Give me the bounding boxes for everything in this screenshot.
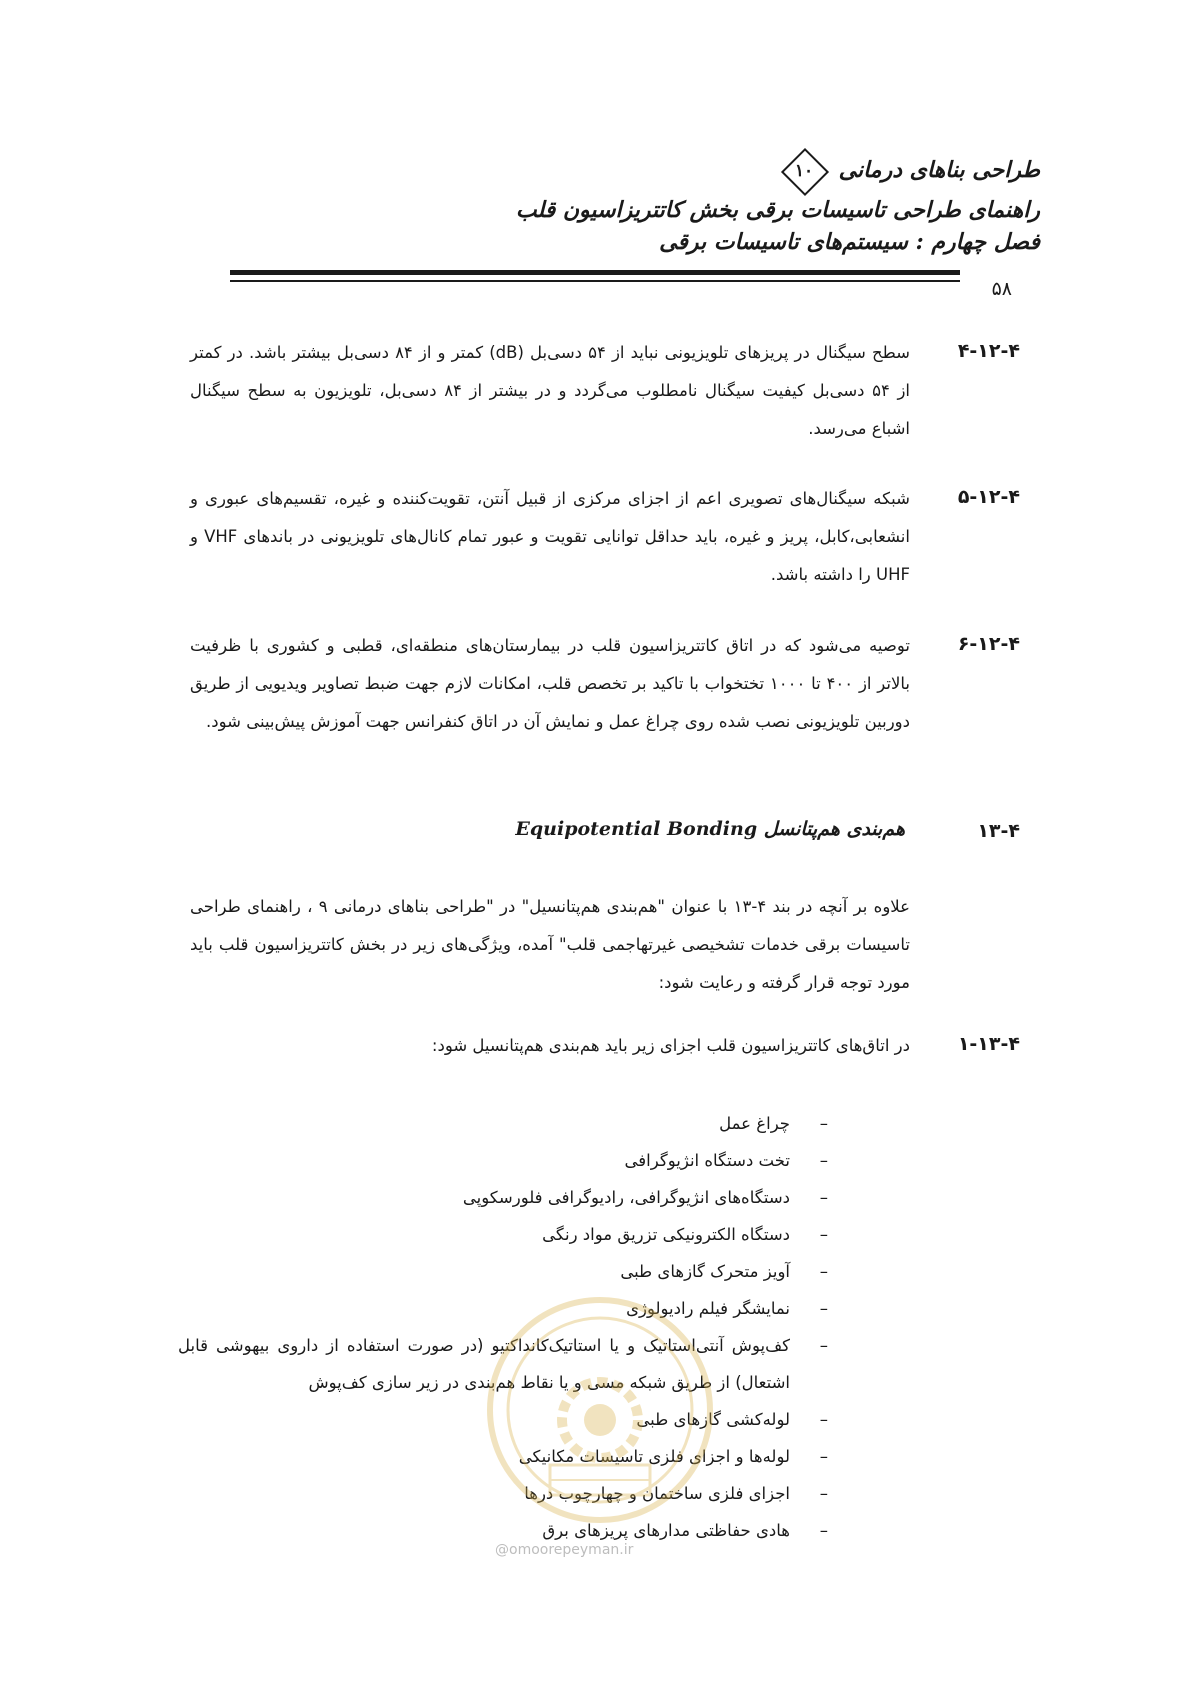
list-dash: – <box>819 1447 828 1466</box>
list-dash: – <box>819 1521 828 1540</box>
header-rule-thick <box>230 270 960 275</box>
subclause-text: در اتاق‌های کاتتریزاسیون قلب اجزای زیر باید هم‌بندی هم‌پتانسیل شود: <box>431 1036 910 1055</box>
series-title-line <box>516 148 1040 194</box>
section-intro: علاوه بر آنچه در بند ۴-۱۳ با عنوان "هم‌بندی هم‌پتانسیل" در "طراحی بناهای درمانی ۹ ، راهنمای طراحی تاسیسات برقی خدمات تشخیصی غیرتهاجمی قلب" آمده، ویژگی‌های زیر در بخش کاتتریزاسیون قلب باید مورد توجه قرار گرفته و رعایت شود: <box>190 897 910 992</box>
header-rule-thin <box>230 280 960 282</box>
list-dash: – <box>819 1410 828 1429</box>
watermark-logo-icon <box>480 1290 720 1530</box>
list-dash: – <box>819 1225 828 1244</box>
list-dash: – <box>819 1484 828 1503</box>
list-item: – هادی حفاظتی مدارهای پریزهای برق <box>178 1512 828 1549</box>
subclause-number: ۱-۱۳-۴ <box>957 1033 1020 1055</box>
list-item: – نمایشگر فیلم رادیولوژی <box>178 1290 828 1327</box>
clause-text: شبکه سیگنال‌های تصویری اعم از اجزای مرکزی از قبیل آنتن، تقویت‌کننده و غیره، تقسیم‌های عبوری و انشعابی،کابل، پریز و غیره، باید حداقل توانایی تقویت و عبور تمام کانال‌های تلویزیونی در باندهای VHF و UHF را داشته باشد. <box>190 489 910 584</box>
watermark-text: @omoorepeyman.ir <box>495 1542 634 1558</box>
page-header <box>516 148 1040 258</box>
list-item: – دستگاه‌های انژیوگرافی، رادیوگرافی فلورسکوپی <box>178 1179 828 1216</box>
list-item: – تخت دستگاه انژیوگرافی <box>178 1142 828 1179</box>
list-item: – دستگاه الکترونیکی تزریق مواد رنگی <box>178 1216 828 1253</box>
section-title-fa: هم‌بندی هم‌پتانسل <box>763 818 905 840</box>
series-title: طراحی بناهای درمانی <box>838 157 1040 183</box>
list-dash: – <box>819 1114 828 1133</box>
list-item: – چراغ عمل <box>178 1105 828 1142</box>
list-item: – لوله‌ها و اجزای فلزی تاسیسات مکانیکی <box>178 1438 828 1475</box>
list-item: – لوله‌کشی گازهای طبی <box>178 1401 828 1438</box>
list-dash: – <box>819 1299 828 1318</box>
series-number: ۱۰ <box>794 161 814 181</box>
list-item: – اجزای فلزی ساختمان و چهارچوب درها <box>178 1475 828 1512</box>
list-dash: – <box>819 1262 828 1281</box>
series-number-badge <box>781 148 827 194</box>
clause-number: ۵-۱۲-۴ <box>957 486 1020 508</box>
list-item: – کف‌پوش آنتی‌استاتیک و یا استاتیک‌کانداکتیو (در صورت استفاده از داروی بیهوشی قابل اشتعال) از طریق شبکه مسی و یا نقاط هم‌بندی در زیر سازی کف‌پوش <box>178 1327 828 1401</box>
section-number: ۱۳-۴ <box>977 820 1020 842</box>
clause-text: سطح سیگنال در پریزهای تلویزیونی نباید از ۵۴ دسی‌بل (dB) کمتر و از ۸۴ دسی‌بل بیشتر باشد. در کمتر از ۵۴ دسی‌بل کیفیت سیگنال نامطلوب می‌گردد و در بیشتر از ۸۴ دسی‌بل، تلویزیون به سطح سیگنال اشباع می‌رسد. <box>190 343 911 438</box>
page-number: ۵۸ <box>991 278 1012 300</box>
list-dash: – <box>819 1336 828 1355</box>
clause-number: ۶-۱۲-۴ <box>957 633 1020 655</box>
section-title <box>515 818 905 840</box>
section-title-en: Equipotential Bonding <box>515 818 758 840</box>
chapter-title: فصل چهارم : سیستم‌های تاسیسات برقی <box>659 229 1040 255</box>
list-item: – آویز متحرک گازهای طبی <box>178 1253 828 1290</box>
book-title: راهنمای طراحی تاسیسات برقی بخش کاتتریزاسیون قلب <box>515 197 1040 223</box>
clause-number: ۴-۱۲-۴ <box>957 340 1020 362</box>
list-dash: – <box>819 1188 828 1207</box>
clause-text: توصیه می‌شود که در اتاق کاتتریزاسیون قلب در بیمارستان‌های منطقه‌ای، قطبی و کشوری با ظرفیت بالاتر از ۴۰۰ تا ۱۰۰۰ تختخواب با تاکید بر تخصص قلب، امکانات لازم جهت ضبط تصاویر ویدیویی از طریق دوربین تلویزیونی نصب شده روی چراغ عمل و نمایش آن در اتاق کنفرانس جهت آموزش پیش‌بینی شود. <box>190 636 910 731</box>
list-dash: – <box>819 1151 828 1170</box>
